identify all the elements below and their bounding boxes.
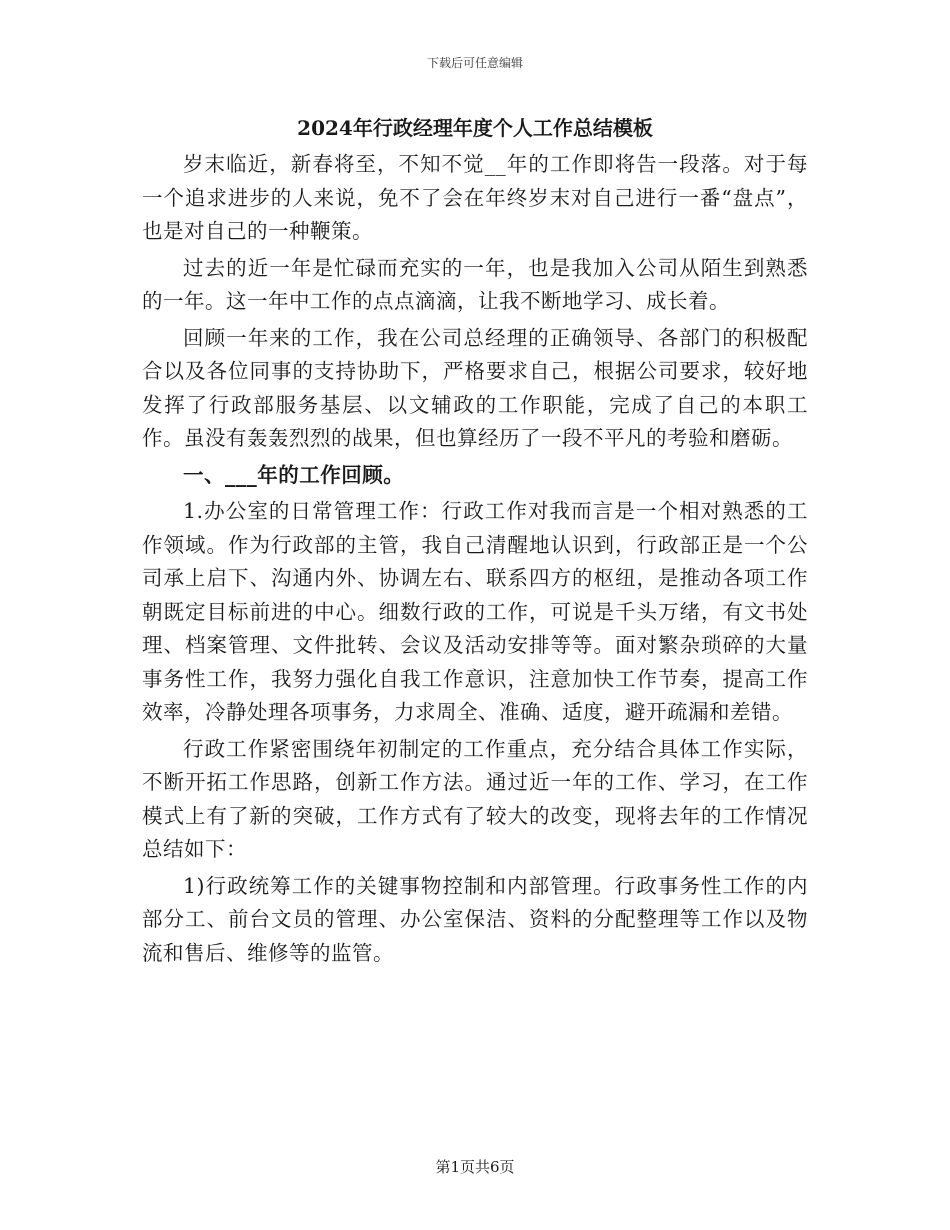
header-note: 下载后可任意编辑 — [426, 56, 523, 70]
page-number: 第1页共6页 — [435, 1158, 515, 1176]
paragraph-review: 回顾一年来的工作，我在公司总经理的正确领导、各部门的积极配合以及各位同事的支持协助下，严格要求自己，根据公司要求，较好地发挥了行政部服务基层、以文辅政的工作职能，完成了自己的本职工作。虽没有轰轰烈烈的战果，但也算经历了一段不平凡的考验和磨砺。 — [142, 325, 808, 450]
paragraph-coordination: 1)行政统筹工作的关键事物控制和内部管理。行政事务性工作的内部分工、前台文员的管理、办公室保洁、资料的分配整理等工作以及物流和售后、维修等的监管。 — [142, 873, 808, 965]
section-heading-work-review: 一、___年的工作回顾。 — [183, 462, 405, 487]
paragraph-intro: 岁末临近，新春将至，不知不觉__年的工作即将告一段落。对于每一个追求进步的人来说，免不了会在年终岁末对自己进行一番“盘点”，也是对自己的一种鞭策。 — [142, 152, 808, 243]
paragraph-admin-work: 行政工作紧密围绕年初制定的工作重点，充分结合具体工作实际，不断开拓工作思路，创新工作方法。通过近一年的工作、学习，在工作模式上有了新的突破，工作方式有了较大的改变，现将去年的工作情况总结如下： — [142, 736, 808, 861]
paragraph-past-year: 过去的近一年是忙碌而充实的一年，也是我加入公司从陌生到熟悉的一年。这一年中工作的点点滴滴，让我不断地学习、成长着。 — [142, 255, 808, 313]
paragraph-office-management: 1.办公室的日常管理工作：行政工作对我而言是一个相对熟悉的工作领域。作为行政部的主管，我自己清醒地认识到，行政部正是一个公司承上启下、沟通内外、协调左右、联系四方的枢纽，是推动各项工作朝既定目标前进的中心。细数行政的工作，可说是千头万绪，有文书处理、档案管理、文件批转、会议及活动安排等等。面对繁杂琐碎的大量事务性工作，我努力强化自我工作意识，注意加快工作节奏，提高工作效率，冷静处理各项事务，力求周全、准确、适度，避开疏漏和差错。 — [142, 499, 808, 724]
document-title: 2024年行政经理年度个人工作总结模板 — [297, 116, 653, 140]
document-body — [142, 112, 808, 973]
